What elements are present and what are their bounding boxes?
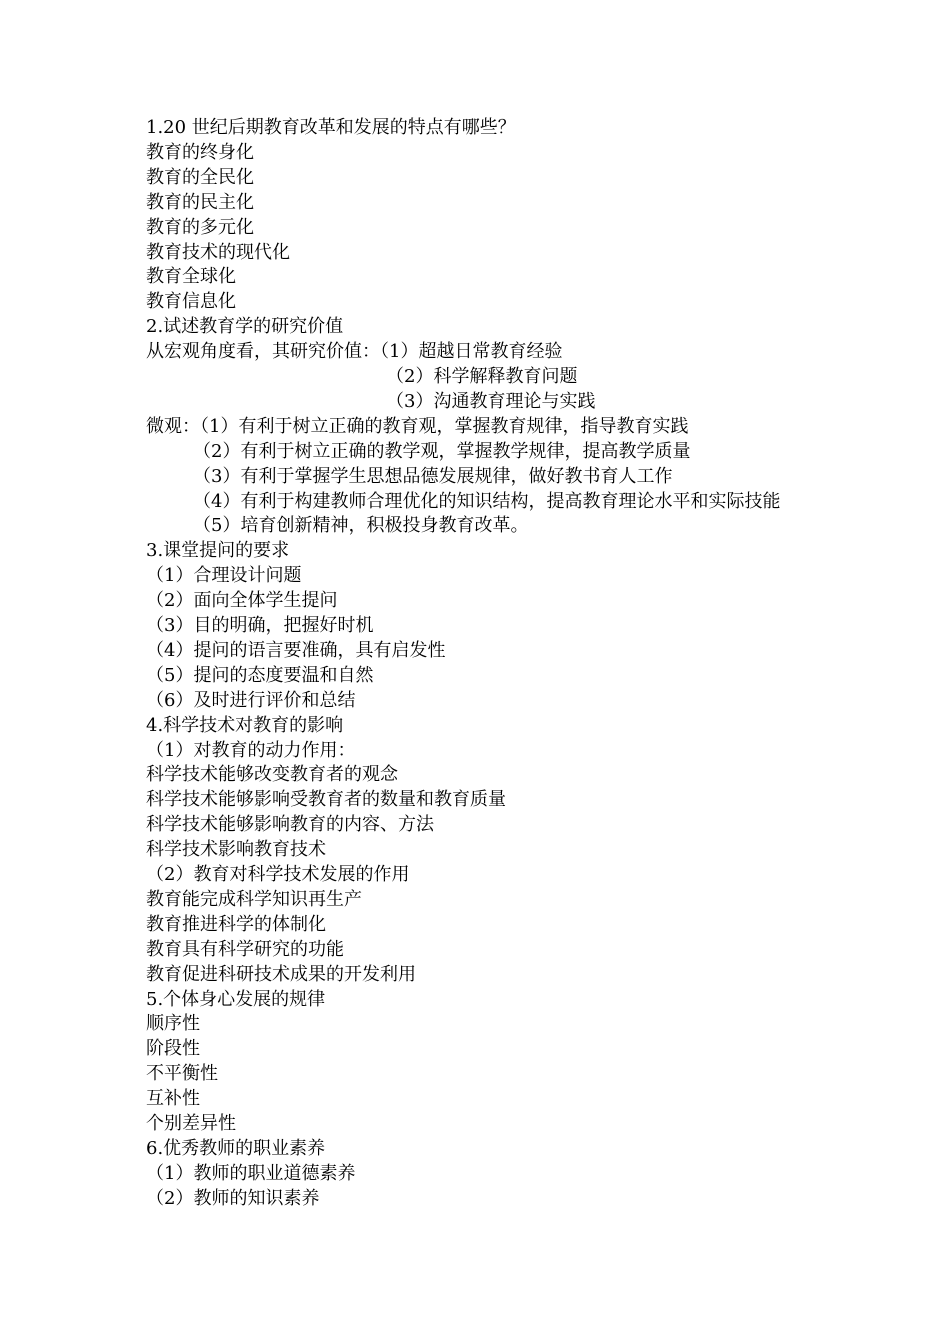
text-line: （6）及时进行评价和总结 (146, 689, 356, 711)
text-line: 从宏观角度看，其研究价值：（1）超越日常教育经验 (146, 341, 563, 363)
text-line: 教育的终身化 (146, 141, 254, 163)
text-line: （1）教师的职业道德素养 (146, 1162, 356, 1184)
text-line: 4.科学技术对教育的影响 (146, 714, 344, 736)
text-line: （2）科学解释教育问题 (386, 366, 578, 387)
text-line: （2）教师的知识素养 (146, 1187, 320, 1209)
text-line: 教育信息化 (146, 291, 236, 313)
text-line: 6.优秀教师的职业素养 (146, 1137, 326, 1159)
text-line: 科学技术能够影响受教育者的数量和教育质量 (146, 789, 506, 811)
text-line: （2）有利于树立正确的教学观，掌握教学规律，提高教学质量 (193, 440, 691, 462)
text-line: （4）有利于构建教师合理优化的知识结构，提高教育理论水平和实际技能 (193, 490, 781, 512)
text-line: 教育全球化 (146, 266, 236, 288)
text-line: 个别差异性 (146, 1113, 236, 1134)
text-line: （2）教育对科学技术发展的作用 (146, 864, 410, 885)
text-line: 阶段性 (146, 1038, 200, 1060)
text-line: （5）培育创新精神，积极投身教育改革。 (193, 515, 529, 537)
text-line: （1）合理设计问题 (146, 565, 302, 587)
text-line: 3.课堂提问的要求 (146, 540, 290, 562)
text-line: 教育的民主化 (146, 191, 254, 213)
text-line: （4）提问的语言要准确，具有启发性 (146, 639, 446, 661)
text-line: 5.个体身心发展的规律 (146, 988, 326, 1010)
text-line: 教育具有科学研究的功能 (146, 938, 344, 960)
text-line: 不平衡性 (146, 1063, 218, 1085)
text-line: （3）沟通教育理论与实践 (386, 390, 596, 412)
text-line: 教育的全民化 (146, 166, 254, 188)
text-line: （3）有利于掌握学生思想品德发展规律，做好教书育人工作 (193, 465, 673, 487)
text-line: 1.20 世纪后期教育改革和发展的特点有哪些？ (146, 117, 516, 138)
text-line: 微观：（1）有利于树立正确的教育观，掌握教育规律，指导教育实践 (146, 415, 689, 437)
text-line: （2）面向全体学生提问 (146, 590, 338, 612)
text-line: 教育的多元化 (146, 216, 254, 238)
text-line: （3）目的明确，把握好时机 (146, 615, 374, 636)
text-line: （1）对教育的动力作用： (146, 739, 356, 761)
text-line: 科学技术能够影响教育的内容、方法 (146, 814, 434, 836)
text-line: 教育推进科学的体制化 (146, 913, 326, 935)
text-line: 顺序性 (146, 1013, 200, 1035)
text-line: 教育能完成科学知识再生产 (146, 888, 362, 910)
text-line: 教育促进科研技术成果的开发利用 (146, 963, 416, 985)
text-line: 教育技术的现代化 (146, 241, 290, 263)
text-line: 2.试述教育学的研究价值 (146, 316, 344, 338)
text-line: 互补性 (146, 1088, 200, 1110)
text-line: 科学技术影响教育技术 (146, 839, 326, 861)
text-line: 科学技术能够改变教育者的观念 (146, 764, 398, 786)
text-line: （5）提问的态度要温和自然 (146, 664, 374, 686)
